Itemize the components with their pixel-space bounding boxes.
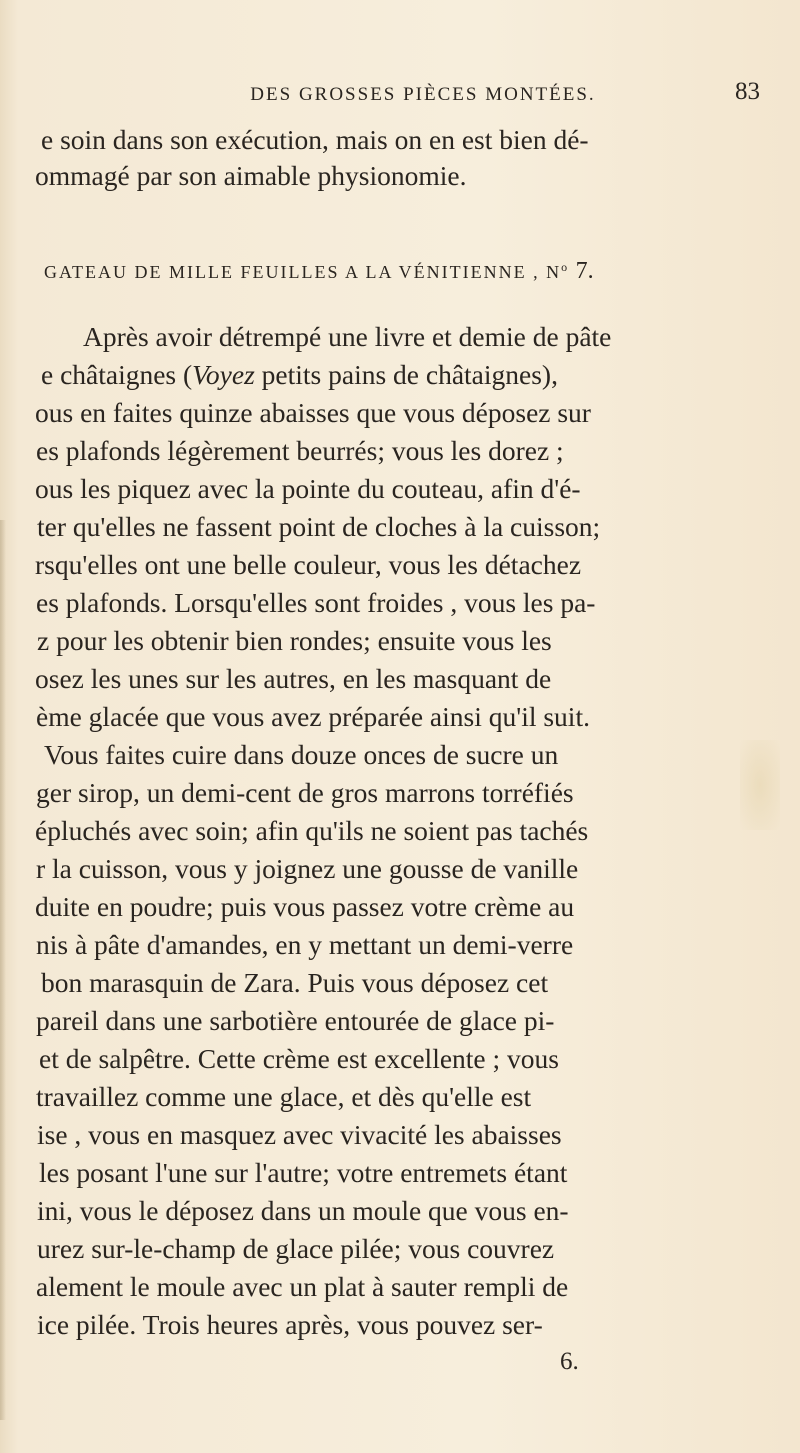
recipe-line: pareil dans une sarbotière entourée de glace pi- [36,1005,555,1036]
running-header: DES GROSSES PIÈCES MONTÉES. [250,84,596,105]
voyez-italic: Voyez [192,359,255,390]
recipe-line: ise , vous en masquez avec vivacité les abaisses [37,1119,562,1150]
recipe-line: Vous faites cuire dans douze onces de sucre un [44,739,559,770]
recipe-line: ous en faites quinze abaisses que vous déposez sur [35,397,591,428]
recipe-line: es plafonds. Lorsqu'elles sont froides , vous les pa- [36,587,596,618]
recipe-line: bon marasquin de Zara. Puis vous déposez cet [41,967,549,998]
recipe-line: rsqu'elles ont une belle couleur, vous les détachez [35,549,582,580]
intro-line-1: e soin dans son exécution, mais on en est bien dé- [41,124,589,155]
recipe-line: et de salpêtre. Cette crème est excellente ; vous [39,1043,559,1074]
paper-stain [740,740,780,830]
recipe-line: Après avoir détrempé une livre et demie de pâte [83,321,612,352]
recipe-line: ous les piquez avec la pointe du couteau, afin d'é- [35,473,581,504]
recipe-line: ini, vous le déposez dans un moule que vous en- [37,1195,569,1226]
recipe-line: ter qu'elles ne fassent point de cloches à la cuisson; [37,511,601,542]
binding-shadow [0,520,6,1420]
recipe-line: travaillez comme une glace, et dès qu'elle est [36,1081,532,1112]
recipe-line: ger sirop, un demi-cent de gros marrons torréfiés [36,777,574,808]
recipe-number: 7. [575,258,594,284]
intro-line-2: ommagé par son aimable physionomie. [35,160,467,191]
recipe-line: duite en poudre; puis vous passez votre crème au [35,891,575,922]
recipe-line: alement le moule avec un plat à sauter rempli de [36,1271,569,1302]
recipe-number-sup: o [561,260,570,274]
recipe-line: urez sur-le-champ de glace pilée; vous couvrez [37,1233,555,1264]
recipe-title [0,258,760,285]
recipe-line: es plafonds légèrement beurrés; vous les dorez ; [36,435,564,466]
signature-mark: 6. [560,1348,579,1375]
recipe-line: les posant l'une sur l'autre; votre entremets étant [39,1157,568,1188]
recipe-line: ème glacée que vous avez préparée ainsi qu'il suit. [36,701,590,732]
recipe-line: épluchés avec soin; afin qu'ils ne soient pas tachés [35,815,589,846]
recipe-line: r la cuisson, vous y joignez une gousse de vanille [36,853,579,884]
recipe-line: z pour les obtenir bien rondes; ensuite vous les [37,625,552,656]
recipe-title-text: GATEAU DE MILLE FEUILLES A LA VÉNITIENNE , N [44,262,562,282]
recipe-line: osez les unes sur les autres, en les masquant de [35,663,552,694]
recipe-line: nis à pâte d'amandes, en y mettant un demi-verre [36,929,574,960]
recipe-line: ice pilée. Trois heures après, vous pouvez ser- [37,1309,543,1340]
recipe-line-text: e châtaignes (Voyez petits pains de châtaignes), [41,359,558,390]
page-number: 83 [735,78,760,105]
recipe-line [41,357,558,393]
